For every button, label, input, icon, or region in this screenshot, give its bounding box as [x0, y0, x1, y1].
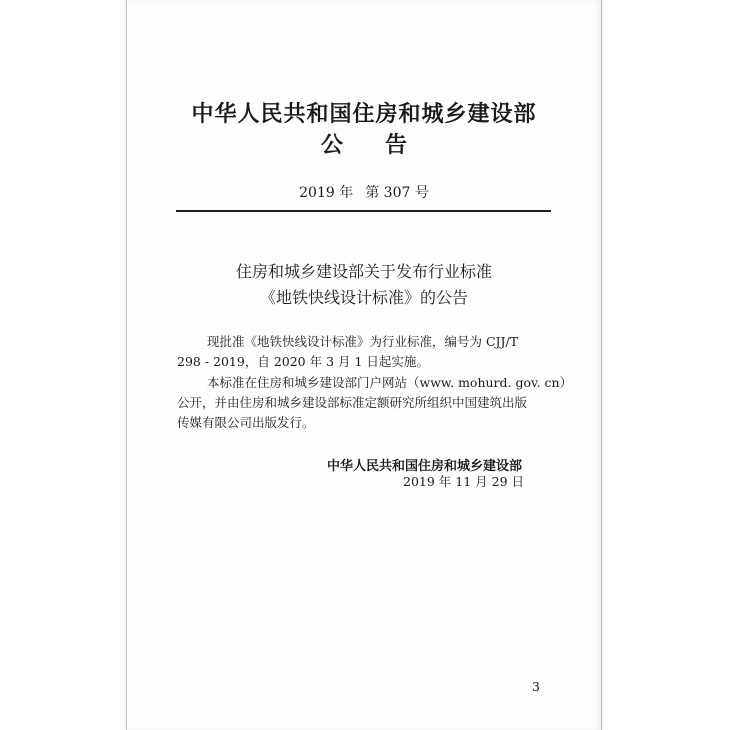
announcement-year: 2019 年 [299, 185, 354, 201]
document-type-char-2: 告 [385, 133, 408, 158]
signature-issuer: 中华人民共和国住房和城乡建设部 [327, 459, 523, 474]
paragraph-1-line-2: 298 - 2019，自 2020 年 3 月 1 日起实施。 [177, 354, 429, 369]
document-type-heading [127, 128, 601, 159]
issuer-heading: 中华人民共和国住房和城乡建设部 [191, 102, 537, 127]
document-type-char-1: 公 [320, 133, 343, 158]
page-number: 3 [532, 679, 540, 694]
paragraph-2-line-3: 传媒有限公司出版发行。 [177, 415, 315, 430]
notice-title-line-2: 《地铁快线设计标准》的公告 [259, 288, 468, 307]
announcement-number [127, 182, 601, 202]
document-page [126, 0, 602, 730]
paragraph-2-line-2: 公开，并由住房和城乡建设部标准定额研究所组织中国建筑出版 [177, 395, 528, 410]
header-divider [176, 210, 551, 212]
signature-date: 2019 年 11 月 29 日 [403, 474, 524, 489]
notice-title-line-1: 住房和城乡建设部关于发布行业标准 [235, 262, 492, 281]
paragraph-1-line-1: 现批准《地铁快线设计标准》为行业标准，编号为 CJJ/T [207, 334, 519, 349]
paragraph-2-line-1: 本标准在住房和城乡建设部门户网站（www. mohurd. gov. cn） [207, 375, 573, 390]
announcement-serial: 第 307 号 [365, 185, 429, 201]
